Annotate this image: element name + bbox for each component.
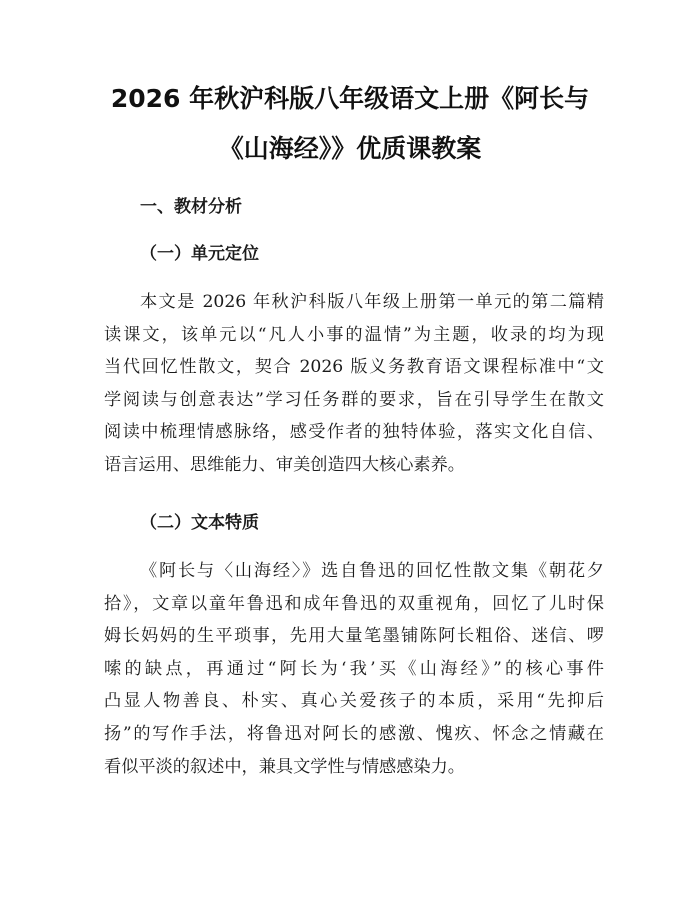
- document-title-line-2: 《山海经》》优质课教案: [218, 134, 482, 163]
- paragraph-line: 凸显人物善良、朴实、真心关爱孩子的本质，采用“先抑后: [104, 691, 604, 712]
- section-heading-textbook-analysis: 一、教材分析: [140, 197, 242, 217]
- subsection-heading-text-characteristics: （二）文本特质: [140, 513, 259, 533]
- paragraph-line: 扬”的写作手法，将鲁迅对阿长的感激、愧疚、怀念之情藏在: [104, 723, 604, 744]
- paragraph-line: 拾》，文章以童年鲁迅和成年鲁迅的双重视角，回忆了儿时保: [104, 593, 604, 614]
- document-title-line-1: 2026 年秋沪科版八年级语文上册《阿长与: [110, 84, 590, 113]
- paragraph-line: 嗦的缺点，再通过“阿长为‘我’买《山海经》”的核心事件: [104, 658, 604, 679]
- paragraph-line: 当代回忆性散文，契合 2026 版义务教育语文课程标准中“文: [104, 357, 604, 378]
- paragraph-line: 读课文，该单元以“凡人小事的温情”为主题，收录的均为现: [104, 324, 604, 345]
- paragraph-text-characteristics: [104, 555, 604, 783]
- subsection-heading-unit-positioning: （一）单元定位: [140, 244, 259, 264]
- paragraph-line: 学阅读与创意表达”学习任务群的要求，旨在引导学生在散文: [104, 389, 604, 410]
- paragraph-line: 看似平淡的叙述中，兼具文学性与情感感染力。: [104, 756, 465, 777]
- paragraph-line: 《阿长与〈山海经〉》选自鲁迅的回忆性散文集《朝花夕: [140, 561, 604, 581]
- paragraph-line: 语言运用、思维能力、审美创造四大核心素养。: [104, 454, 465, 475]
- paragraph-unit-positioning: [104, 286, 604, 482]
- paragraph-line: 本文是 2026 年秋沪科版八年级上册第一单元的第二篇精: [140, 292, 604, 312]
- paragraph-line: 姆长妈妈的生平琐事，先用大量笔墨铺陈阿长粗俗、迷信、啰: [104, 626, 604, 647]
- paragraph-line: 阅读中梳理情感脉络，感受作者的独特体验，落实文化自信、: [104, 422, 604, 443]
